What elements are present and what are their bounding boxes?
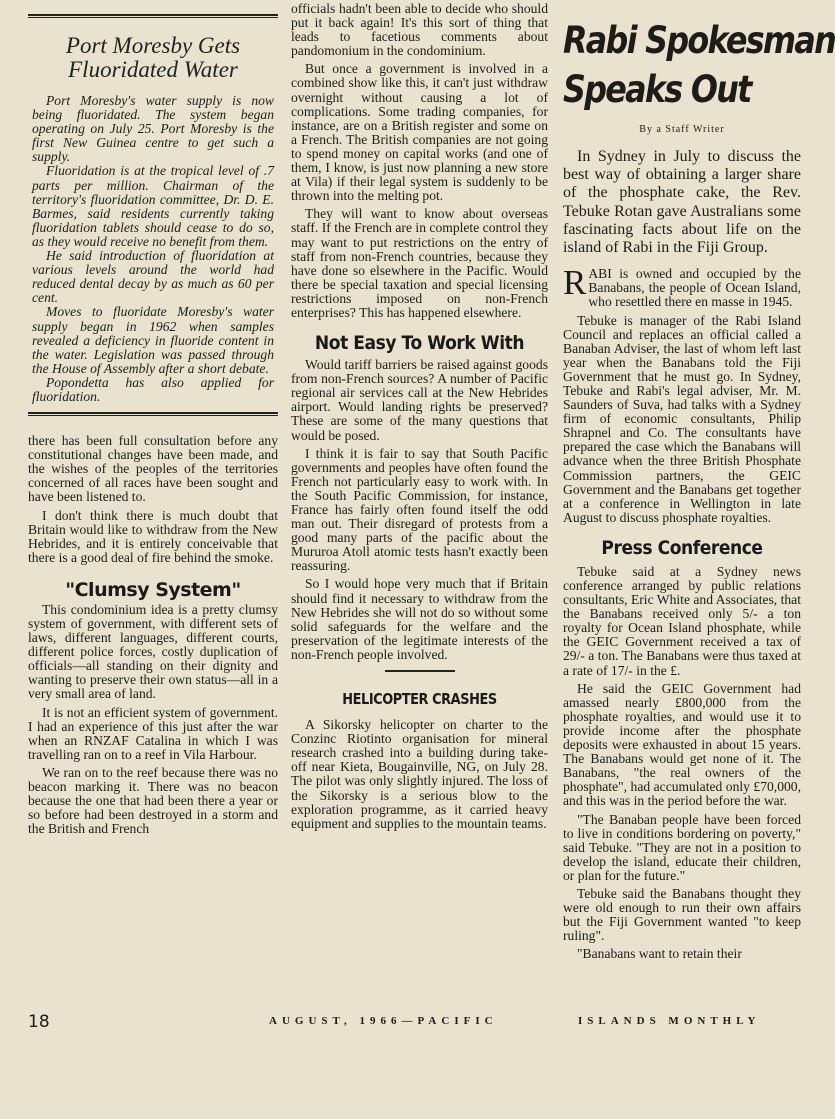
column-1 <box>28 0 278 840</box>
column-3 <box>563 18 835 965</box>
body-paragraph: Tebuke said at a Sydney news conference arranged by public relations consultants, Eric White and Associates, that the Banabans received only 5/- a ton royalty for Ocean Island phosphate, while the GEIC Government received a tax of 29/- a ton. The Banabans were thus taxed at a rate of 17/- in the £. <box>563 563 801 678</box>
first-paragraph-text: ABI is owned and occupied by the Banabans, the people of Ocean Island, who resettled there en masse in 1945. <box>588 266 801 310</box>
body-paragraph: This condominium idea is a pretty clumsy system of government, with different sets of laws, different languages, different courts, different police forces, costly duplication of officials—all standing on their dignity and wanting to preserve their own status—all in a very small area of land. <box>28 601 278 702</box>
first-paragraph <box>563 263 801 310</box>
body-paragraph: Would tariff barriers be raised against goods from non-French sources? A number of Pacific regional air services call at the New Hebrides airport. Would landing rights be preserved? These are some of the many questions that would be posed. <box>291 357 548 443</box>
article-title-line-2: Speaks Out <box>563 68 751 111</box>
section-divider <box>385 670 455 672</box>
subhead-helicopter: HELICOPTER CRASHES <box>342 690 497 709</box>
box-paragraph: He said introduction of fluoridation at various levels around the world had reduced dental decay by as much as 60 per cent. <box>32 248 274 306</box>
body-paragraph: But once a government is involved in a combined show like this, it can't just withdraw overnight without causing a lot of complications. Some trading companies, for instance, are on a British register and some on a French. The British companies are not going to spend money on capital works (and one of them, I know, is just now planning a new store at Vila) if their legal system is suddenly to be thrown into the melting pot. <box>291 61 548 204</box>
body-paragraph: They will want to know about overseas staff. If the French are in complete control they may want to put restrictions on the entry of staff from non-French countries, because they have done so elsewhere in the Pacific. Would there be special taxation and special licensing restrictions imposed on non-French enterprises? This has happened elsewhere. <box>291 206 548 320</box>
box-title: Port Moresby Gets Fluoridated Water <box>65 33 241 82</box>
body-paragraph: He said the GEIC Government had amassed nearly £800,000 from the phosphate royalties, and would use it to provide income after the phosphate deposits were exhausted in about 15 years. The Banabans would get none of it. The Banabans, "the real owners of the phosphate", had accumulated only £70,000, and this was in the period before the war. <box>563 680 801 809</box>
box-paragraph: Moves to fluoridate Moresby's water supply began in 1962 when samples revealed a deficiency in fluoride content in the water. Legislation was passed through the House of Assembly after a short debate. <box>32 304 274 376</box>
subhead-press-conference: Press Conference <box>601 536 763 559</box>
body-paragraph: there has been full consultation before any constitutional changes have been made, and the wishes of the peoples of the territories concerned of all races have been sought and have been listened to. <box>28 433 278 505</box>
body-paragraph: "Banabans want to retain their <box>577 946 742 962</box>
box-paragraph: Fluoridation is at the tropical level of .7 parts per million. Chairman of the territory's fluoridation committee, Dr. D. E. Barmes, said residents currently taking fluoridation tablets should cease to do so, as they would receive no benefit from them. <box>32 163 274 249</box>
subhead-not-easy: Not Easy To Work With <box>314 332 525 355</box>
article-title-line-1: Rabi Spokesman <box>563 19 835 62</box>
body-paragraph: I don't think there is much doubt that Britain would like to withdraw from the New Hebrides, and it is entirely conceivable that there is a good deal of fire behind the smoke. <box>28 507 278 565</box>
subhead-clumsy-system: "Clumsy System" <box>65 578 241 601</box>
column-2 <box>291 2 548 835</box>
body-paragraph: We ran on to the reef because there was no beacon marking it. There was no beacon because the one that had been there a year or so before had been destroyed in a storm and the British and French <box>28 764 278 837</box>
drop-cap: R <box>563 263 587 303</box>
body-paragraph: officials hadn't been able to decide who should put it back again! It's this sort of thing that leads to facetious comments about pandomonium in the condominium. <box>291 1 548 59</box>
page-number: 18 <box>28 1012 50 1032</box>
body-paragraph: "The Banaban people have been forced to live in conditions bordering on poverty," said Tebuke. "They are not in a position to develop the island, educate their children, or plan for the future." <box>563 811 801 883</box>
body-paragraph: Tebuke said the Banabans thought they were old enough to run their own affairs but the Fiji Government wanted "to keep ruling". <box>563 885 801 944</box>
body-paragraph: I think it is fair to say that South Pacific governments and peoples have often found the French not particularly easy to work with. In the South Pacific Commission, for instance, France has fairly often found itself the odd man out. Their disregard of protests from a good many parts of the pacific about the Mururoa Atoll atomic tests hasn't exactly been reassuring. <box>291 445 548 574</box>
body-paragraph: So I would hope very much that if Britain should find it necessary to withdraw from the New Hebrides she will not do so without some solid safeguards for the welfare and the preservation of the legitimate interests of the non-French people involved. <box>291 576 548 662</box>
box-paragraph: Popondetta has also applied for fluoridation. <box>32 374 274 404</box>
body-paragraph: It is not an efficient system of government. I had an experience of this just after the war when an RNZAF Catalina in which I was travelling ran on to a reef in Vila Harbour. <box>28 704 278 762</box>
byline: By a Staff Writer <box>639 124 725 135</box>
footer-left-text: AUGUST, 1966—PACIFIC <box>269 1015 498 1027</box>
lead-paragraph: In Sydney in July to discuss the best way of obtaining a larger share of the phosphate cake, the Rev. Tebuke Rotan gave Australians some fascinating facts about life on the island of Rabi in the Fiji Group. <box>563 148 801 257</box>
footer-right-text: ISLANDS MONTHLY <box>578 1015 761 1027</box>
body-paragraph: A Sikorsky helicopter on charter to the Conzinc Riotinto organisation for mineral research crashed into a building during take-off near Kieta, Bougainville, NG, on July 28. The pilot was only slightly injured. The loss of the Sikorsky is a serious blow to the exploration programme, as it carried heavy equipment and supplies to the mountain teams. <box>291 717 548 831</box>
body-paragraph: Tebuke is manager of the Rabi Island Council and replaces an official called a Banaban Adviser, the last of whom left last year when the Banabans told the Fiji Government that he must go. In Sydney, Tebuke and Rabi's legal adviser, Mr. M. Saunders of Suva, had talks with a Sydney firm of economic consultants, Philip Shrapnel and Co. The consultants have prepared the case which the Banabans will advance when the three British Phosphate Commission partners, the GEIC Government and the Banabans get together at a conference in Wellington in late August to discuss phosphate royalties. <box>563 312 801 525</box>
box-paragraph: Port Moresby's water supply is now being fluoridated. The system began operating on July 25. Port Moresby is the first New Guinea centre to get such a supply. <box>32 93 274 165</box>
fluoridation-box <box>28 18 278 404</box>
